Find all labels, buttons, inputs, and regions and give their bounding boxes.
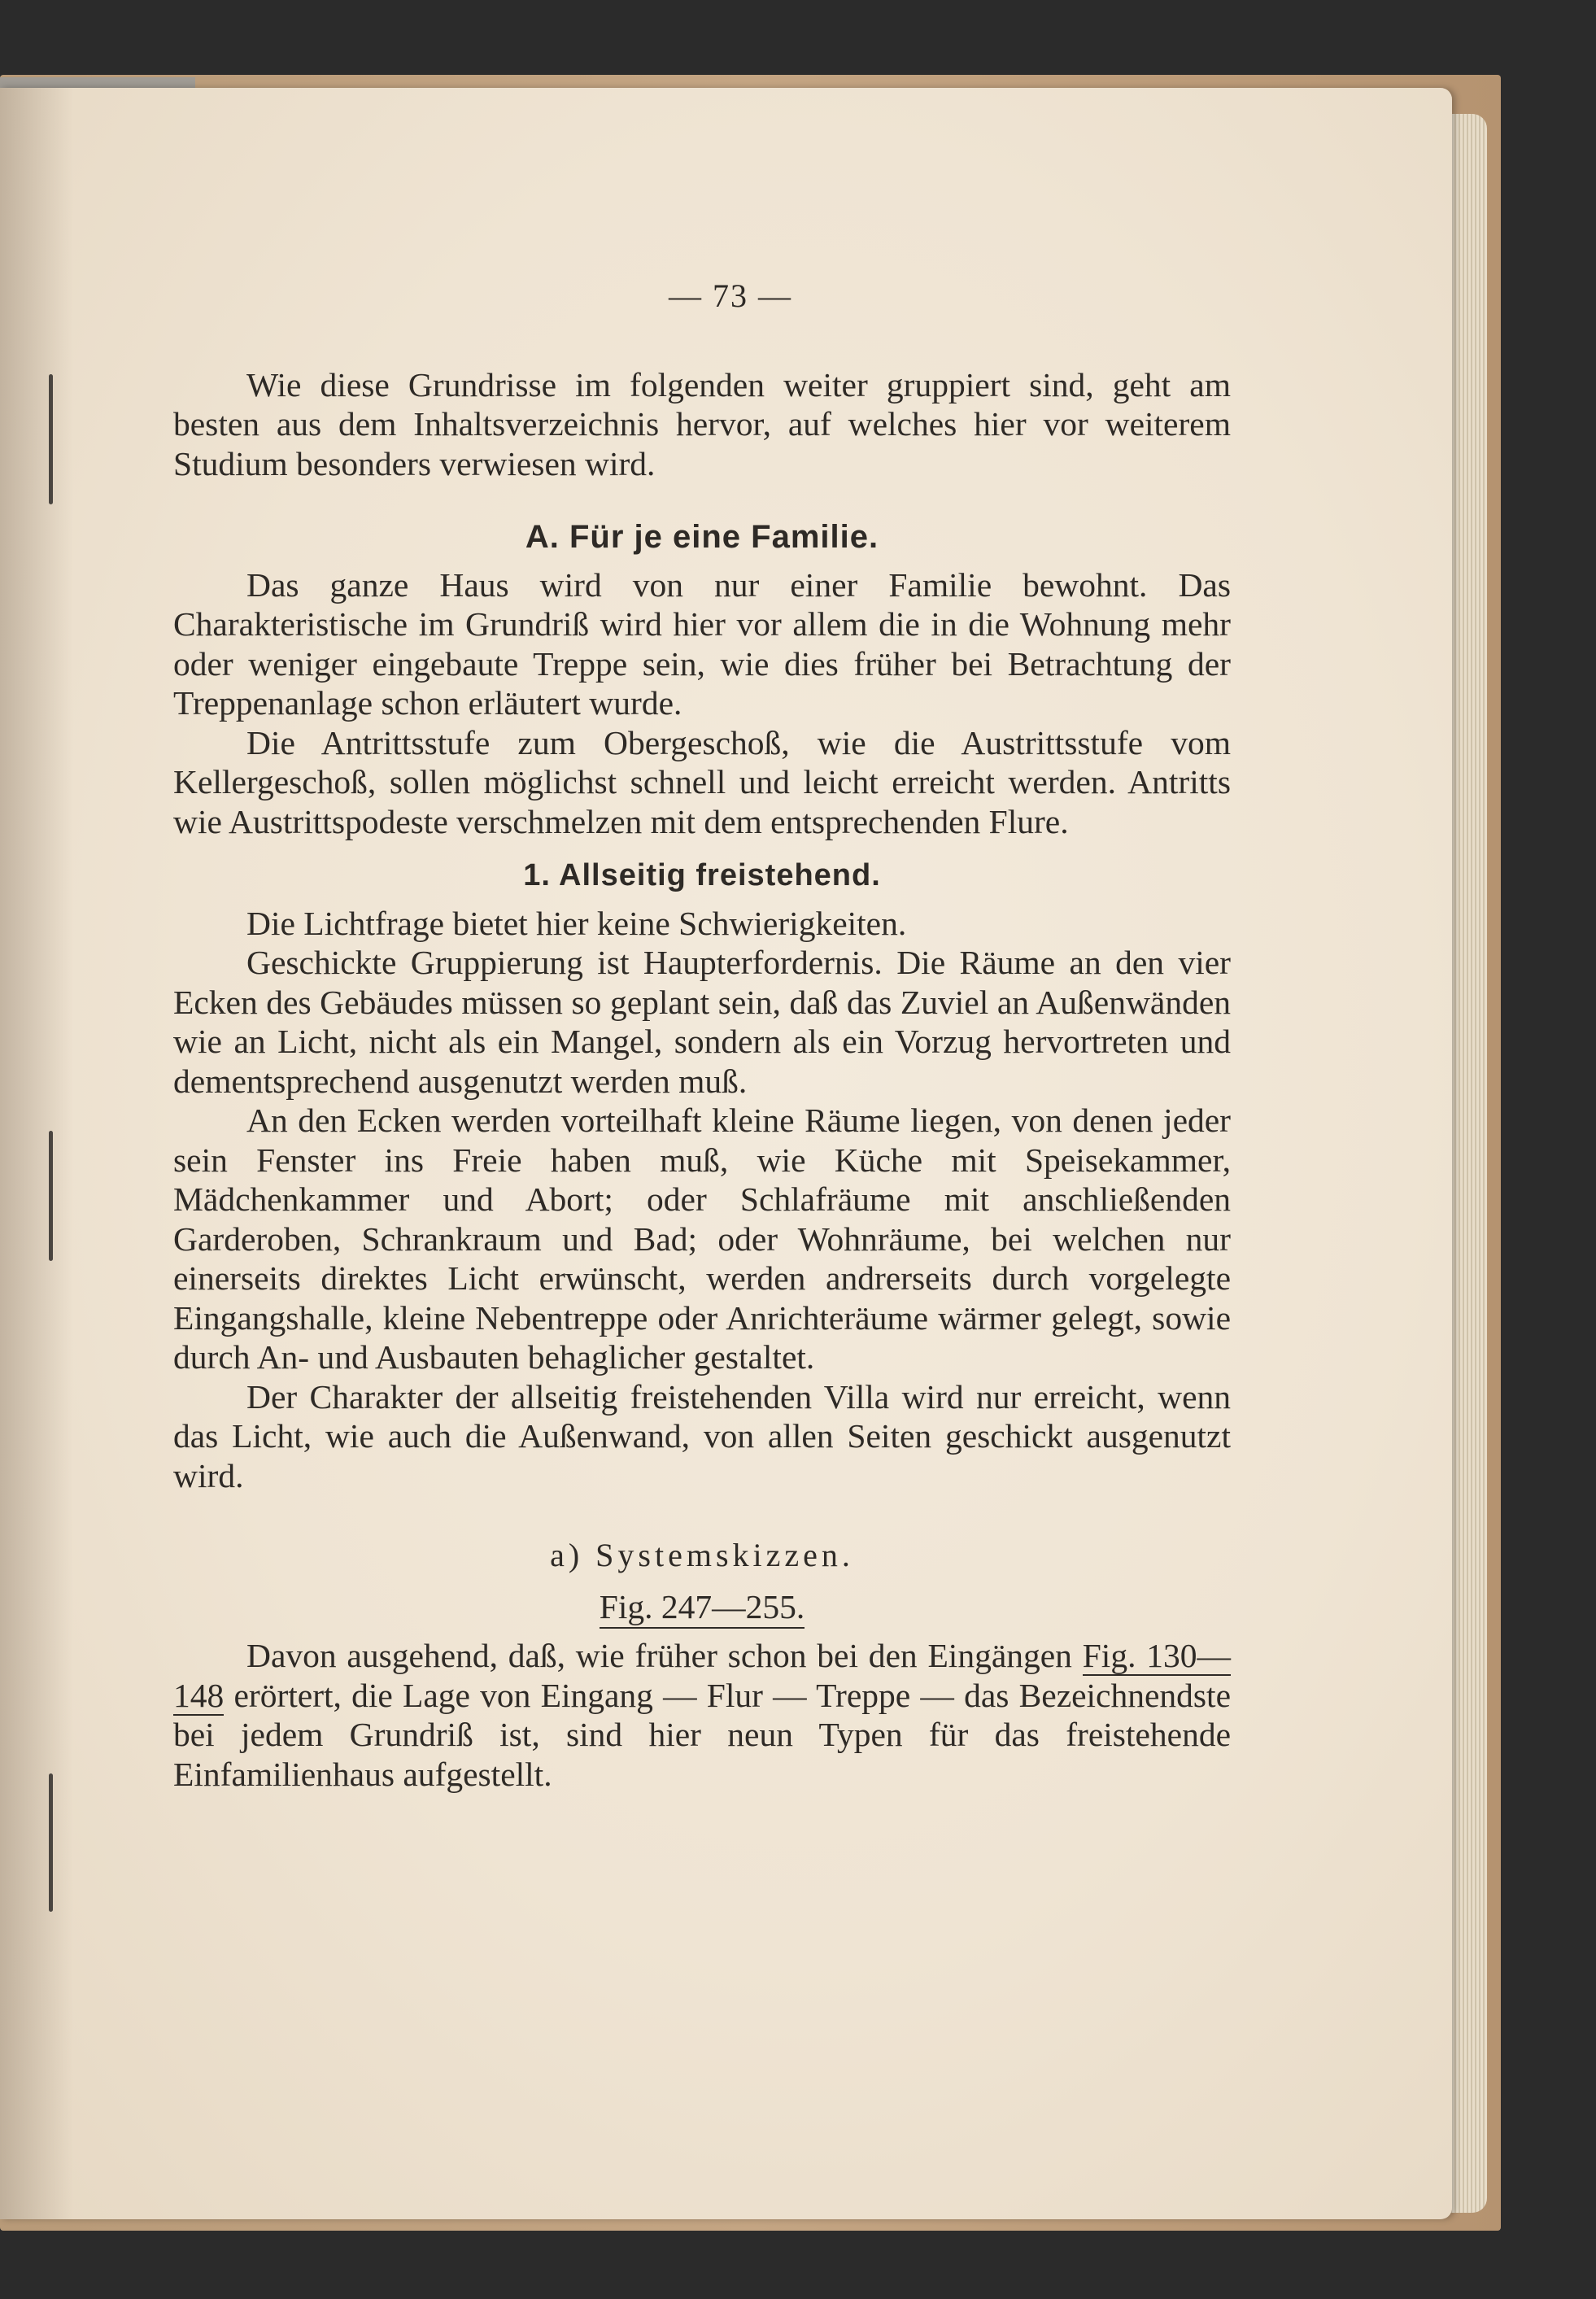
subsection-a-heading: a) Systemskizzen. — [550, 1537, 854, 1573]
intro-paragraph: Wie diese Grundrisse im folgenden weiter gruppiert sind, geht am besten aus dem Inhaltsverzeichnis hervor, auf welches hier vor weiterem Studium besonders verwiesen wird. — [173, 365, 1231, 482]
page-number: — 73 — — [669, 277, 792, 314]
section-1-paragraph-2: Geschickte Gruppierung ist Haupterfordernis. Die Räume an den vier Ecken des Gebäudes müssen so geplant sein, daß das Zuviel an Außenwänden wie an Licht, nicht als ein Mangel, sondern als ein Vorzug hervortreten und dementsprechend ausgenutzt werden muß. — [173, 944, 1231, 1100]
section-1-paragraph-4: Der Charakter der allseitig freistehenden Villa wird nur erreicht, wenn das Licht, wie auch die Außenwand, von allen Seiten geschickt ausgenutzt wird. — [173, 1377, 1231, 1494]
section-a-paragraph-2: Die Antrittsstufe zum Obergeschoß, wie die Austrittsstufe vom Kellergeschoß, sollen möglichst schnell und leicht erreicht werden. Antritts wie Austrittspodeste verschmelzen mit dem entsprechenden Flure. — [173, 723, 1231, 840]
section-1-paragraph-1: Die Lichtfrage bietet hier keine Schwierigkeiten. — [246, 904, 907, 942]
final-paragraph-start: Davon ausgehend, daß, wie früher schon bei den Eingängen — [246, 1637, 1072, 1674]
page-content — [173, 277, 1231, 1794]
section-a-paragraph-1: Das ganze Haus wird von nur einer Familie bewohnt. Das Charakteristische im Grundriß wird hier vor allem die in die Wohnung mehr oder weniger eingebaute Treppe sein, wie dies früher bei Betrachtung der Treppenanlage schon erläutert wurde. — [173, 565, 1231, 722]
binding-stitch — [49, 374, 53, 504]
final-paragraph — [173, 1636, 1231, 1794]
binding-stitch — [49, 1131, 53, 1261]
figure-reference-text: Fig. 247—255. — [600, 1588, 805, 1629]
section-a-heading: A. Für je eine Familie. — [525, 519, 879, 555]
final-paragraph-figref: Fig. 130—148 — [173, 1637, 1231, 1714]
section-1-paragraph-3: An den Ecken werden vorteilhaft kleine Räume liegen, von denen jeder sein Fenster ins Freie haben muß, wie Küche mit Speisekammer, Mädchenkammer und Abort; oder Schlafräume mit anschließenden Garderoben, Schrankraum und Bad; oder Wohnräume, bei welchen nur einerseits direktes Licht erwünscht, werden andrerseits durch vorgelegte Eingangshalle, kleine Nebentreppe oder Anrichteräume wärmer gelegt, sowie durch An- und Ausbauten behaglicher gestaltet. — [173, 1102, 1231, 1376]
section-1-heading: 1. Allseitig freistehend. — [523, 858, 881, 892]
gutter-shadow — [0, 88, 73, 2219]
binding-stitch — [49, 1773, 53, 1912]
figure-reference-heading — [173, 1587, 1231, 1627]
final-paragraph-rest: erörtert, die Lage von Eingang — Flur — Treppe — das Bezeichnendste bei jedem Grundriß ist, sind hier neun Typen für das freistehende Einfamilienhaus aufgestellt. — [173, 1676, 1231, 1793]
